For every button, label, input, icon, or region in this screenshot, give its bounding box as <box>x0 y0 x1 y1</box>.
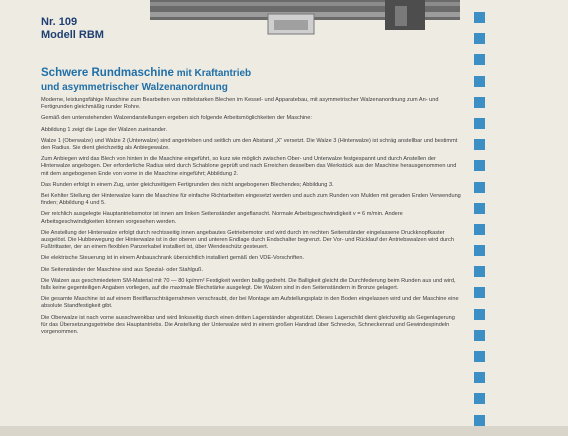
decorative-square <box>474 372 485 383</box>
paragraph: Die gesamte Maschine ist auf einem Breitflanschträgerrahmen verschraubt, der bei Montage am Aufstellungsplatz in den Boden eingelassen wird und der Maschine eine absolute Standfestigkeit gibt. <box>41 296 459 310</box>
title-main: Schwere Rundmaschine <box>41 67 174 79</box>
description-text <box>41 97 461 340</box>
paragraph: Die Seitenständer der Maschine sind aus Spezial- oder Stahlguß. <box>41 266 203 273</box>
decorative-square <box>474 139 485 150</box>
decorative-square <box>474 12 485 23</box>
decorative-square <box>474 309 485 320</box>
decorative-square <box>474 118 485 129</box>
decorative-square <box>474 415 485 426</box>
paragraph: Die Walzen aus geschmiedetem SM-Material mit 70 — 80 kp/mm² Festigkeit werden ballig gedreht. Die Balligkeit gleicht die Durchfederung beim Runden aus und wird, falls keine gegenteiligen Angaben vorliegen, auf die maximale Blechstärke ausgelegt. Die Walzen sind in den Seitenständern in Bronze gelagert. <box>41 277 456 291</box>
paragraph: Moderne, leistungsfähige Maschine zum Bearbeiten von mittelstarken Blechen im Kessel- und Apparatebau, mit asymmetrischer Walzenanordnung zum An- und Fertigrunden gleichmäßig runder Rohre. <box>41 97 439 111</box>
paragraph: Walze 1 (Oberwalze) und Walze 2 (Unterwalze) sind angetrieben und seitlich um den Abstand „X“ versetzt. Die Walze 3 (Hinterwalze) ist schräg anstellbar und bestimmt den Radius. Sie dient gleichzeitig als Anbiegewalze. <box>41 137 458 152</box>
paragraph: Bei Kehlter Stellung der Hinterwalze kann die Maschine für einfache Richtarbeiten eingesetzt werden und auch zum Runden von Mulden mit geraden Enden Verwendung finden; Abbildung 4 und 5. <box>41 193 461 207</box>
decorative-square <box>474 330 485 341</box>
paragraph: Gemäß den untenstehenden Walzendarstellungen ergeben sich folgende Arbeitsmöglichkeiten der Maschine: <box>41 115 312 122</box>
machine-photo <box>150 0 460 38</box>
paragraph: Der reichlich ausgelegte Hauptantriebsmotor ist innen am linken Seitenständer angeflanscht. Normale Arbeitsgeschwindigkeit v = 6 m/min. Andere Arbeitsgeschwindigkeiten können vorgesehen werden. <box>41 211 403 225</box>
paragraph: Die Anstellung der Hinterwalze erfolgt durch rechtsseitig innen angebautes Getriebemotor und wird durch im rechten Seitenständer eingelassene Druckknopfkaster ausgelöst. Die Hubbewegung der Hinterwalze ist in der oberen und unteren Endlage durch Endschalter begrenzt. Der Vor- und Rücklauf der Antriebswalzen wird durch Fußtrittaster, der an einem flexiblen Panzerkabel installiert ist, über Wendeschütz gesteuert. <box>41 229 454 250</box>
decorative-square <box>474 33 485 44</box>
decorative-square <box>474 203 485 214</box>
decorative-square <box>474 351 485 362</box>
model-name: Modell RBM <box>41 29 104 41</box>
paragraph: Zum Anbiegen wird das Blech von hinten in die Maschine eingeführt, so kurz wie möglich zwischen Ober- und Unterwalze festgespannt und durch Anstellen der Hinterwalze angebogen. Der erforderliche Radius wird durch Schablone geprüft und nach Erreichen desselben das Werkstück aus der Maschine herausgenommen und mit dem angebogenen Ende von vorne in die Maschine eingeführt; Abbildung 2. <box>41 156 457 177</box>
title-line2: und asymmetrischer Walzenanordnung <box>41 82 228 93</box>
paragraph: Die Oberwalze ist nach vorne ausschwenkbar und wird linksseitig durch einen dritten Lagerständer abgestützt. Dieses Lagerschild dient gleichzeitig als Gegenlagerung für das Übersetzungsgetriebe des Hauptantriebs. Die Anstellung der Unterwalze wird in einem großen Handrad über Schnecke, Schneckenrad und Gewindespindeln vorgenommen. <box>41 314 455 335</box>
decorative-square <box>474 224 485 235</box>
decorative-square <box>474 393 485 404</box>
title-sub: mit Kraftantrieb <box>173 68 252 79</box>
decorative-square <box>474 182 485 193</box>
decorative-square <box>474 160 485 171</box>
decorative-square <box>474 76 485 87</box>
paragraph: Das Runden erfolgt in einem Zug, unter gleichzeitigem Fertigrunden des nicht angebogenen Blechendes; Abbildung 3. <box>41 181 334 188</box>
model-header <box>41 16 104 42</box>
product-title <box>41 66 461 94</box>
decorative-square <box>474 54 485 65</box>
model-number: Nr. 109 <box>41 16 78 28</box>
paragraph: Abbildung 1 zeigt die Lage der Walzen zueinander. <box>41 126 168 133</box>
decorative-square <box>474 266 485 277</box>
decorative-square <box>474 245 485 256</box>
decorative-square <box>474 97 485 108</box>
decorative-square <box>474 287 485 298</box>
paragraph: Die elektrische Steuerung ist in einem Anbauschrank übersichtlich installiert gemäß den VDE-Vorschriften. <box>41 255 305 262</box>
decorative-square-column <box>474 12 486 436</box>
